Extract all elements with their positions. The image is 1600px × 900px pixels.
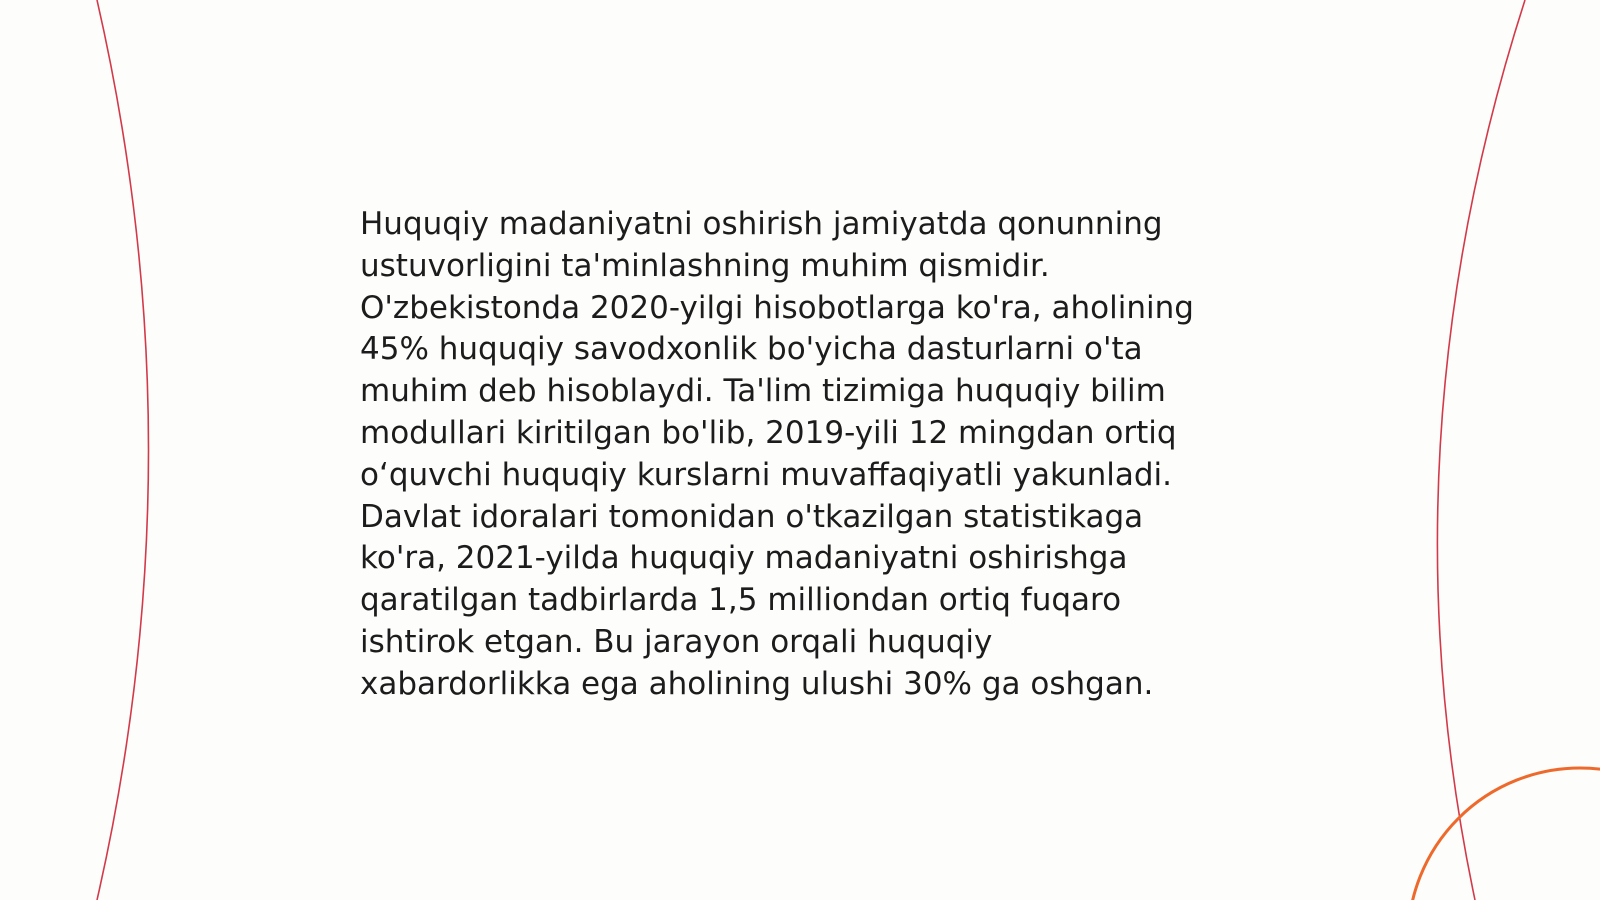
body-line: Davlat idoralari tomonidan o'tkazilgan statistikaga bbox=[360, 498, 1144, 535]
body-line: ishtirok etgan. Bu jarayon orqali huquqiy bbox=[360, 623, 993, 660]
orange-arc bbox=[1408, 768, 1600, 900]
body-line: xabardorlikka ega aholining ulushi 30% ga oshgan. bbox=[360, 665, 1154, 702]
body-paragraph bbox=[360, 204, 1260, 706]
body-line: 45% huquqiy savodxonlik bo'yicha dasturlarni o'ta bbox=[360, 331, 1143, 368]
body-line: Huquqiy madaniyatni oshirish jamiyatda qonunning bbox=[360, 206, 1163, 242]
right-curve bbox=[1437, 0, 1525, 900]
body-line: ustuvorligini ta'minlashning muhim qismidir. bbox=[360, 247, 1050, 284]
body-line: ko'ra, 2021-yilda huquqiy madaniyatni oshirishga bbox=[360, 540, 1128, 577]
body-line: qaratilgan tadbirlarda 1,5 milliondan ortiq fuqaro bbox=[360, 582, 1122, 619]
body-line: modullari kiritilgan bo'lib, 2019-yili 12 mingdan ortiq bbox=[360, 414, 1177, 451]
body-line: o‘quvchi huquqiy kurslarni muvaffaqiyatli yakunladi. bbox=[360, 456, 1173, 493]
left-curve bbox=[97, 0, 149, 900]
body-line: muhim deb hisoblaydi. Ta'lim tizimiga huquqiy bilim bbox=[360, 373, 1166, 410]
body-line: O'zbekistonda 2020-yilgi hisobotlarga ko'ra, aholining bbox=[360, 289, 1194, 326]
